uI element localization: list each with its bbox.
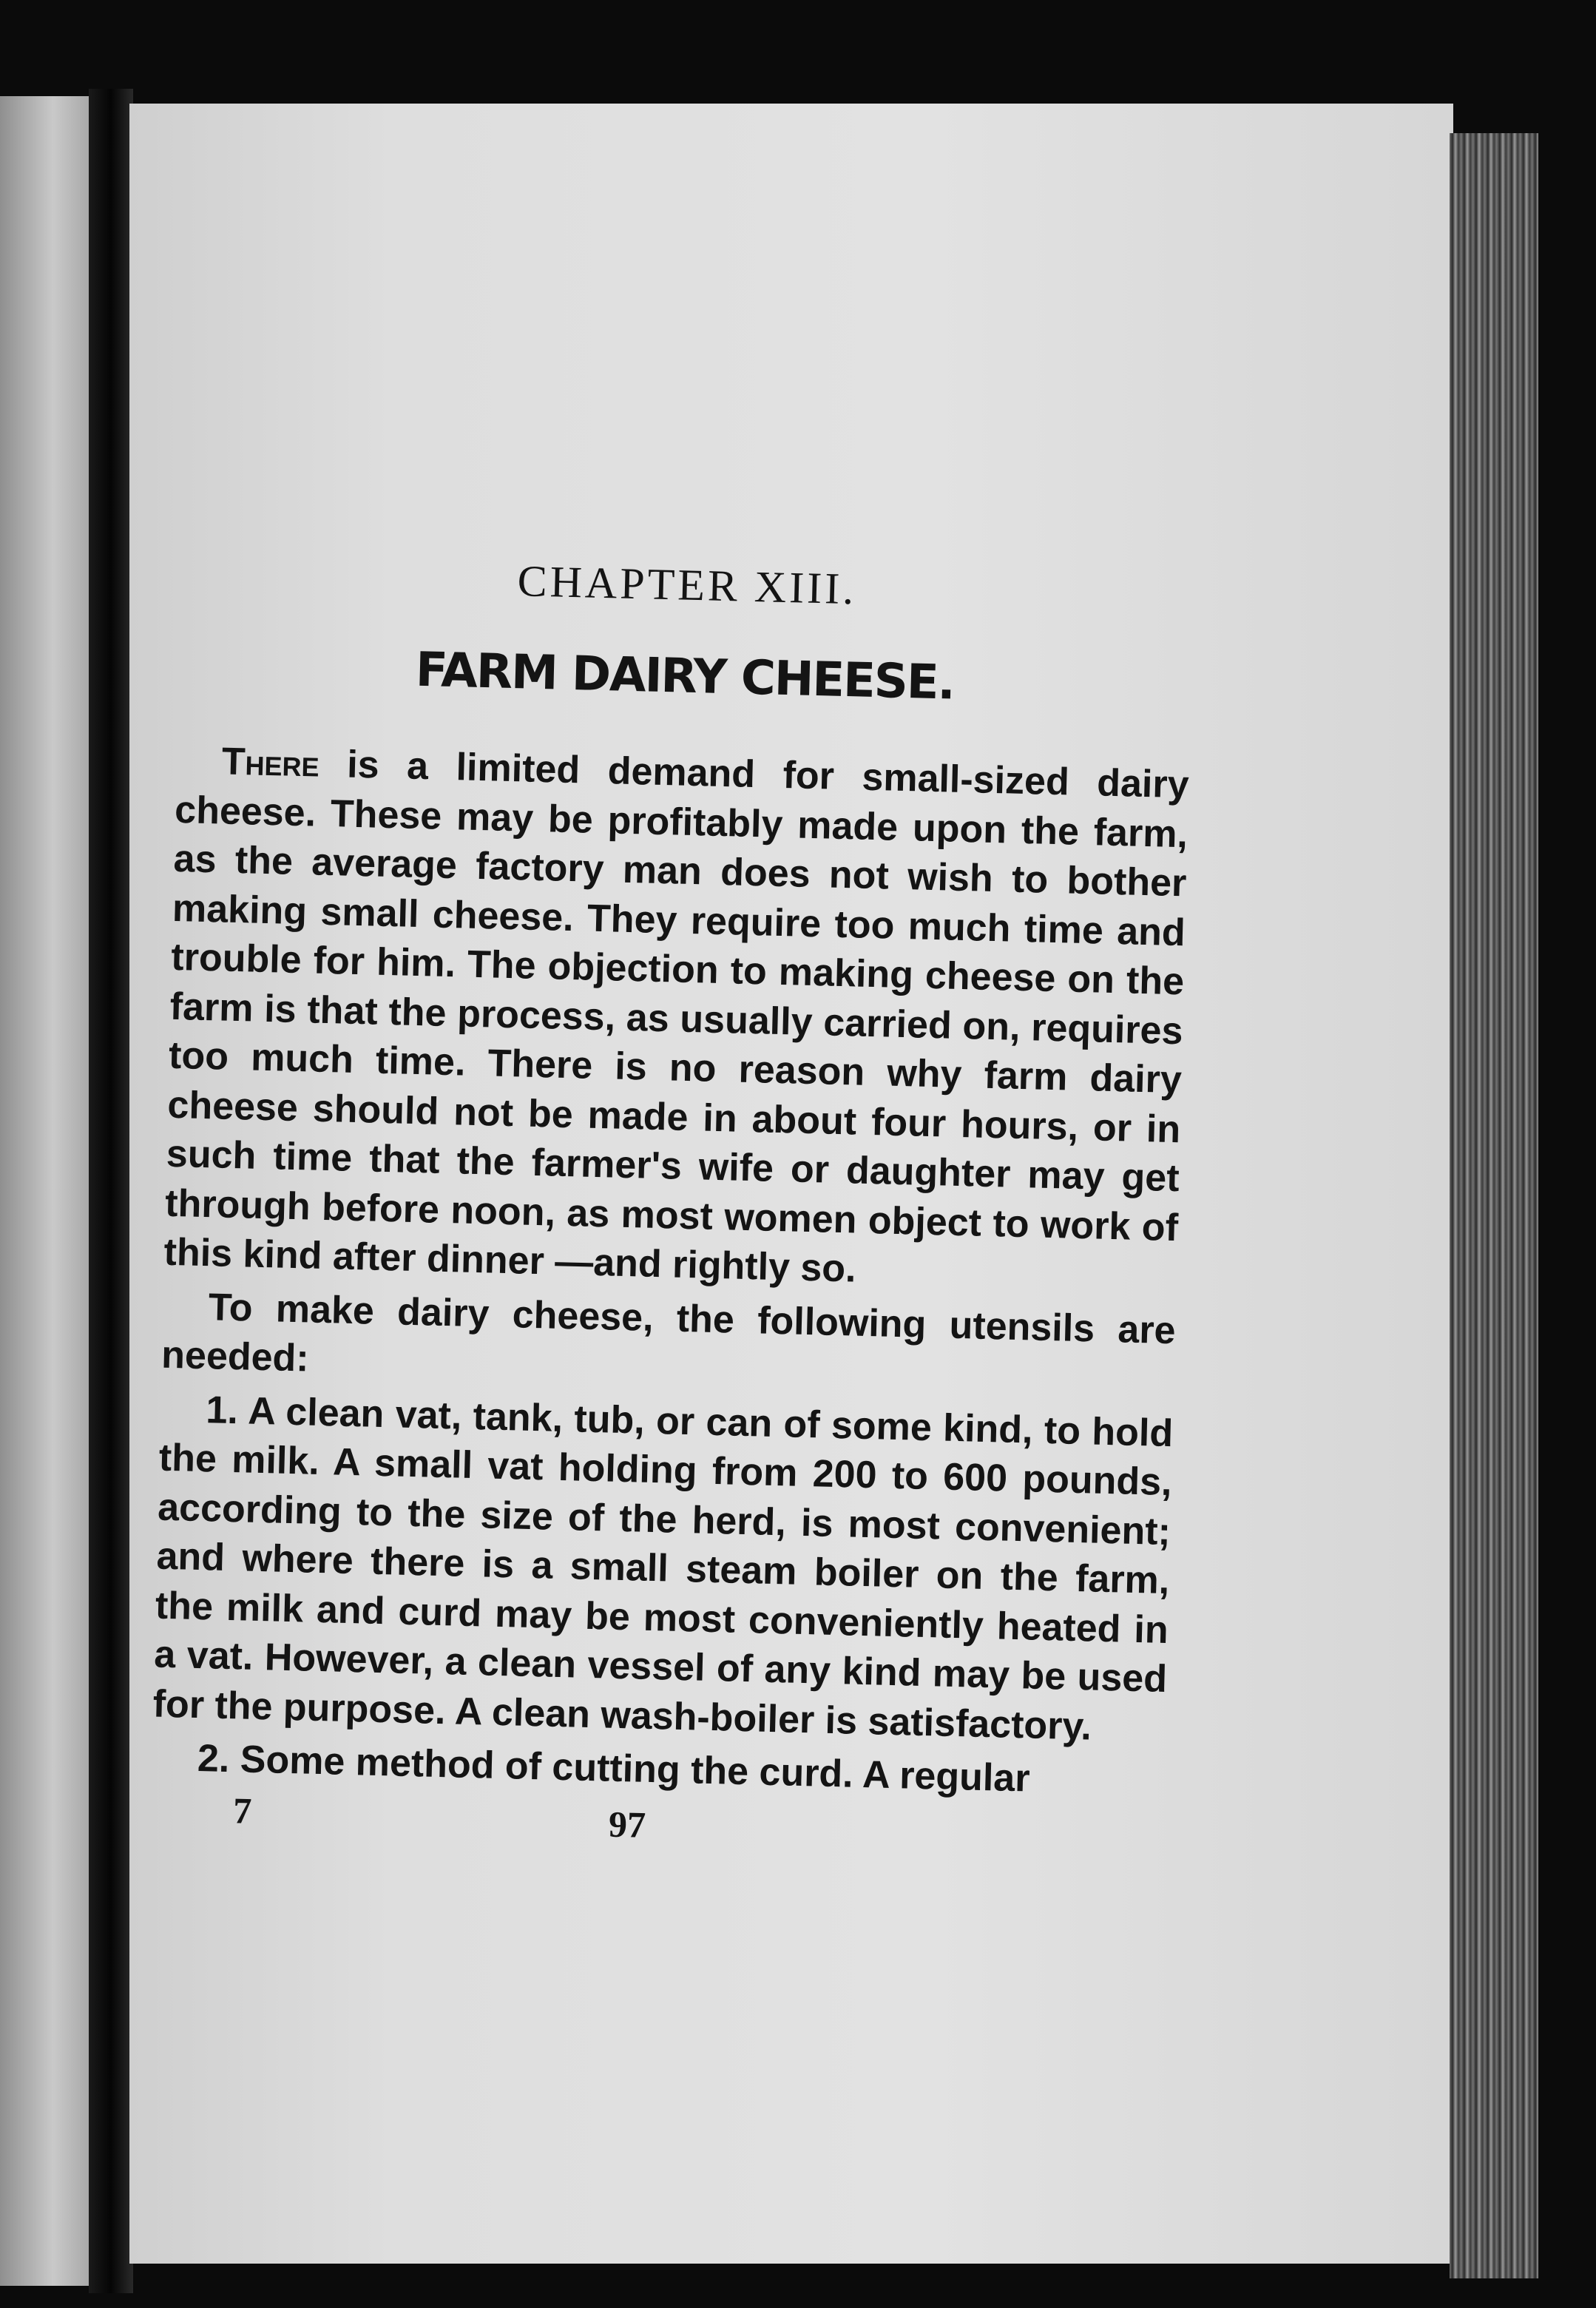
page-number: 97 (608, 1803, 646, 1846)
page-edges (1450, 133, 1538, 2278)
paragraph-lead-word: There (221, 740, 320, 786)
left-page-edge (0, 96, 89, 2286)
page-text-block (149, 547, 1194, 1863)
paragraph-2: To make dairy cheese, the following utensils are needed: (160, 1285, 1177, 1380)
paragraph-1 (163, 736, 1189, 1302)
paragraph-3: 1. A clean vat, tank, tub, or can of some kind, to hold the milk. A small vat holding from 200 to 600 pounds, according to the size of the herd, is most convenient; and where there is a small steam boiler on the farm, the milk and curd may be most conveniently heated in a vat. However, a clean vessel of any kind may be used for the purpose. A clean wash-boiler is satisfactory. (152, 1388, 1174, 1749)
book-gutter (89, 89, 133, 2293)
signature-mark: 7 (232, 1789, 252, 1832)
background-edge (1538, 133, 1596, 2308)
paragraph-1-text: is a limited demand for small-sized dairy cheese. These may be profitably made upon the farm, as the average factory man does not wish to bother making small cheese. They require too much time and trouble for him. The objection to making cheese on the farm is that the process, as usually carried on, requires too much time. There is no reason why farm dairy cheese should not be made in about four hours, or in such time that the farmer's wife or daughter may get through before noon, as most women object to work of this kind after dinner —and rightly so. (163, 742, 1190, 1291)
chapter-heading: CHAPTER XIII. (516, 556, 858, 614)
paragraph-4: 2. Some method of cutting the curd. A regular (197, 1737, 1031, 1801)
chapter-title: FARM DAIRY CHEESE. (415, 642, 955, 711)
